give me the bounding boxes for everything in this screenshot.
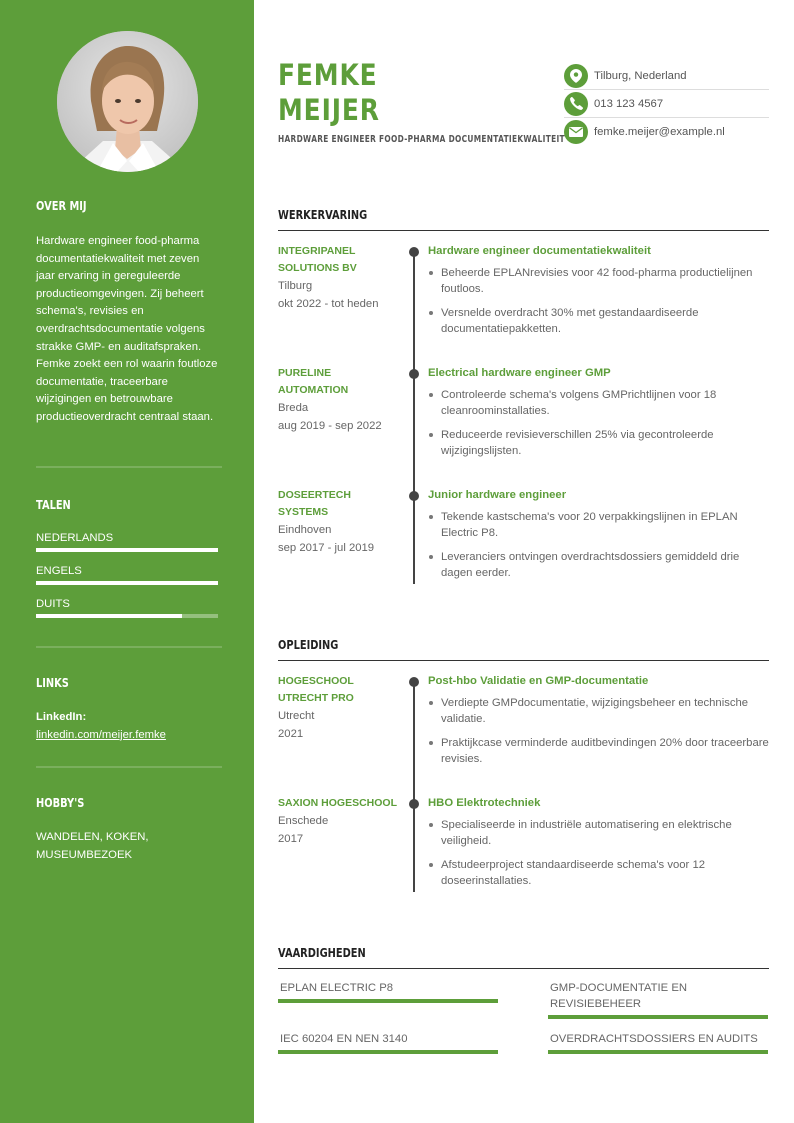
experience-role: Hardware engineer documentatiekwaliteit	[428, 245, 651, 257]
experience-role: Electrical hardware engineer GMP	[428, 367, 611, 379]
experience-bullet: Controleerde schema's volgens GMPrichtlijnen voor 18 cleanroominstallaties.	[428, 387, 769, 419]
timeline-dot	[409, 247, 419, 257]
language-item	[36, 565, 218, 585]
skill-name: OVERDRACHTSDOSSIERS EN AUDITS	[550, 1033, 758, 1045]
experience-heading-text: WERKERVARING	[278, 208, 368, 222]
person-name	[278, 58, 380, 128]
contact-email	[564, 118, 769, 146]
experience-city: Eindhoven	[278, 524, 332, 536]
skill-bar	[548, 1015, 768, 1019]
phone-icon	[564, 92, 588, 116]
skills-heading-text: VAARDIGHEDEN	[278, 946, 366, 960]
envelope-icon	[564, 120, 588, 144]
skill-item	[278, 1031, 498, 1054]
education-city: Enschede	[278, 815, 329, 827]
language-level-fill	[36, 581, 218, 585]
skill-item	[548, 980, 768, 1019]
education-bullet: Afstudeerproject standaardiseerde schema's voor 12 doseerinstallaties.	[428, 857, 769, 889]
language-name: ENGELS	[36, 565, 82, 577]
skill-name: EPLAN ELECTRIC P8	[280, 982, 394, 994]
job-title: HARDWARE ENGINEER FOOD-PHARMA DOCUMENTATIEKWALITEIT	[278, 134, 565, 145]
language-level-bar	[36, 581, 218, 585]
experience-city: Tilburg	[278, 280, 313, 292]
contact-phone	[564, 90, 769, 118]
timeline-dot	[409, 677, 419, 687]
sidebar-divider	[36, 766, 222, 768]
contact-location	[564, 62, 769, 90]
education-bullet: Verdiepte GMPdocumentatie, wijzigingsbeheer en technische validatie.	[428, 695, 769, 727]
education-school: HOGESCHOOL UTRECHT PRO	[278, 675, 354, 704]
experience-bullet: Tekende kastschema's voor 20 verpakkingslijnen in EPLAN Electric P8.	[428, 509, 769, 541]
education-year: 2021	[278, 728, 304, 740]
timeline-dot	[409, 491, 419, 501]
skills-heading	[278, 944, 769, 969]
languages-heading: TALEN	[36, 498, 71, 512]
timeline-dot	[409, 369, 419, 379]
experience-company: DOSEERTECH SYSTEMS	[278, 489, 351, 518]
linkedin-link[interactable]: linkedin.com/meijer.femke	[36, 728, 166, 741]
education-city: Utrecht	[278, 710, 315, 722]
sidebar-divider	[36, 646, 222, 648]
experience-period: aug 2019 - sep 2022	[278, 420, 382, 432]
language-level-fill	[36, 548, 218, 552]
skill-item	[548, 1031, 768, 1054]
education-year: 2017	[278, 833, 304, 845]
skill-item	[278, 980, 498, 1003]
first-name: FEMKE	[278, 58, 378, 92]
education-degree: HBO Elektrotechniek	[428, 797, 541, 809]
experience-bullet: Versnelde overdracht 30% met gestandaardiseerde documentatiepakketten.	[428, 305, 769, 337]
language-level-fill	[36, 614, 182, 618]
timeline-dot	[409, 799, 419, 809]
last-name: MEIJER	[278, 93, 380, 127]
language-item	[36, 532, 218, 552]
hobbies-text: WANDELEN, KOKEN, MUSEUMBEZOEK	[36, 831, 149, 861]
contact-location-text: Tilburg, Nederland	[594, 69, 687, 82]
skill-bar	[548, 1050, 768, 1054]
contact-email-text: femke.meijer@example.nl	[594, 126, 725, 138]
about-heading: OVER MIJ	[36, 199, 87, 213]
skill-bar	[278, 1050, 498, 1054]
experience-company: INTEGRIPANEL SOLUTIONS BV	[278, 245, 357, 274]
languages-section	[36, 498, 218, 618]
experience-period: sep 2017 - jul 2019	[278, 542, 375, 554]
education-school: SAXION HOGESCHOOL	[278, 797, 398, 809]
experience-timeline	[413, 250, 415, 584]
sidebar	[0, 0, 254, 1123]
education-timeline	[413, 680, 415, 892]
experience-bullet: Reduceerde revisieverschillen 25% via gecontroleerde wijzigingslijsten.	[428, 427, 769, 459]
language-item	[36, 598, 218, 618]
experience-company: PURELINE AUTOMATION	[278, 367, 349, 396]
contact-phone-text: 013 123 4567	[594, 97, 664, 110]
location-pin-icon	[564, 64, 588, 88]
profile-photo	[57, 31, 198, 172]
about-section	[36, 199, 218, 427]
language-name: DUITS	[36, 598, 70, 610]
experience-period: okt 2022 - tot heden	[278, 298, 379, 310]
education-bullet: Specialiseerde in industriële automatisering en elektrische veiligheid.	[428, 817, 769, 849]
education-heading-text: OPLEIDING	[278, 638, 339, 652]
links-section	[36, 676, 218, 744]
links-heading: LINKS	[36, 676, 69, 690]
experience-bullet: Leveranciers ontvingen overdrachtsdossiers gemiddeld drie dagen eerder.	[428, 549, 769, 581]
sidebar-divider	[36, 466, 222, 468]
language-level-bar	[36, 614, 218, 618]
linkedin-label: LinkedIn:	[36, 711, 87, 723]
education-bullet: Praktijkcase verminderde auditbevindingen 20% door traceerbare revisies.	[428, 735, 769, 767]
education-heading	[278, 636, 769, 661]
portrait-image	[57, 31, 198, 172]
language-level-bar	[36, 548, 218, 552]
skill-bar	[278, 999, 498, 1003]
education-degree: Post-hbo Validatie en GMP-documentatie	[428, 675, 649, 687]
experience-bullet: Beheerde EPLANrevisies voor 42 food-pharma productielijnen foutloos.	[428, 265, 769, 297]
hobbies-section	[36, 796, 218, 864]
language-name: NEDERLANDS	[36, 532, 114, 544]
experience-heading	[278, 206, 769, 231]
experience-role: Junior hardware engineer	[428, 489, 567, 501]
skill-name: GMP-DOCUMENTATIE EN REVISIEBEHEER	[550, 982, 688, 1010]
skill-name: IEC 60204 EN NEN 3140	[280, 1033, 408, 1045]
about-text: Hardware engineer food-pharma documentatiekwaliteit met zeven jaar ervaring in gereguleerde productieomgevingen. Zij beheert schema's, revisies en overdrachtsdocumentatie volgens strakke GMP- en auditafspraken. Femke zoekt een rol waarin foutloze documentatie, traceerbare wijzigingen en betrouwbare productieoverdracht centraal staan.	[36, 235, 218, 423]
hobbies-heading: HOBBY'S	[36, 796, 85, 810]
experience-city: Breda	[278, 402, 309, 414]
